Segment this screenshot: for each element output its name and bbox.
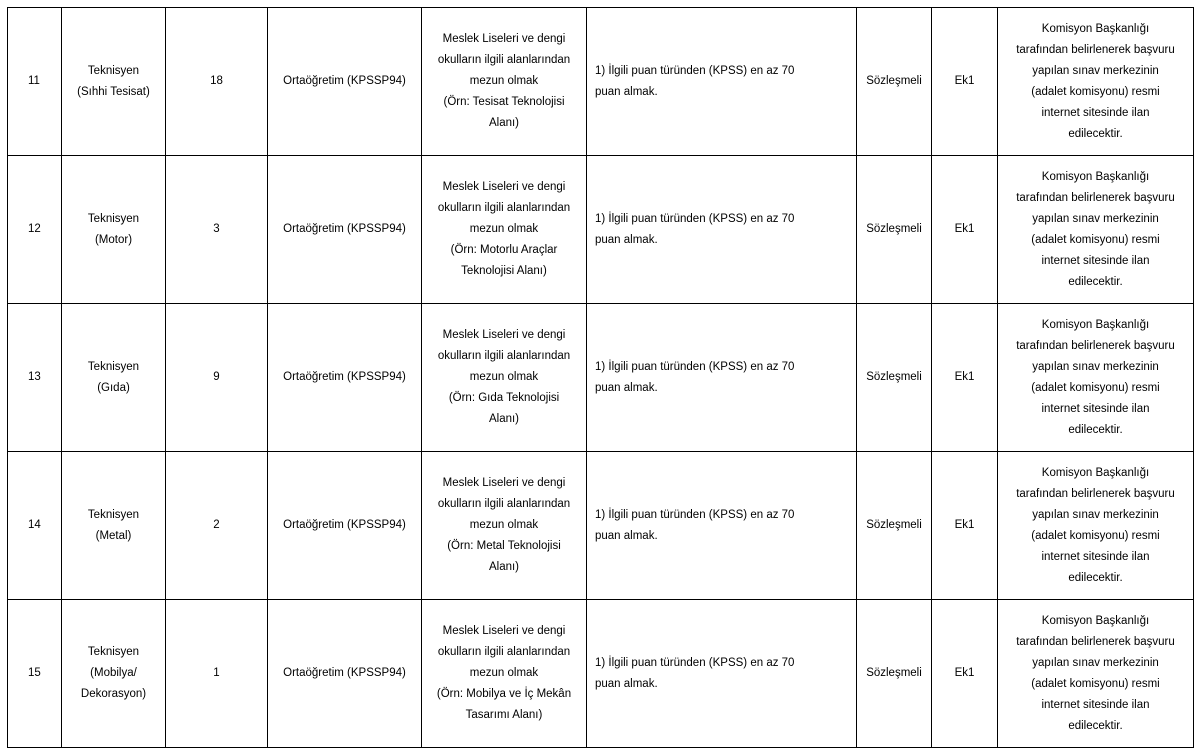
annex-cell: Ek1 (932, 8, 998, 156)
row-number-cell: 15 (8, 600, 62, 748)
requirement-cell: 1) İlgili puan türünden (KPSS) en az 70 puan almak. (587, 304, 857, 452)
annex-cell: Ek1 (932, 304, 998, 452)
qualification-cell: Meslek Liseleri ve dengi okulların ilgili alanlarından mezun olmak (Örn: Gıda Teknolojisi Alanı) (422, 304, 587, 452)
annex-cell: Ek1 (932, 156, 998, 304)
annex-cell: Ek1 (932, 600, 998, 748)
row-number-cell: 12 (8, 156, 62, 304)
exam-place-cell: Komisyon Başkanlığı tarafından belirlenerek başvuru yapılan sınav merkezinin (adalet komisyonu) resmi internet sitesinde ilan edilecektir. (998, 452, 1194, 600)
education-level-cell: Ortaöğretim (KPSSP94) (268, 452, 422, 600)
requirement-cell: 1) İlgili puan türünden (KPSS) en az 70 puan almak. (587, 156, 857, 304)
exam-place-cell: Komisyon Başkanlığı tarafından belirlenerek başvuru yapılan sınav merkezinin (adalet komisyonu) resmi internet sitesinde ilan edilecektir. (998, 304, 1194, 452)
position-count-cell: 2 (166, 452, 268, 600)
table-row (8, 304, 1194, 452)
qualification-cell: Meslek Liseleri ve dengi okulların ilgili alanlarından mezun olmak (Örn: Motorlu Araçlar Teknolojisi Alanı) (422, 156, 587, 304)
table-row (8, 156, 1194, 304)
requirement-cell: 1) İlgili puan türünden (KPSS) en az 70 puan almak. (587, 452, 857, 600)
education-level-cell: Ortaöğretim (KPSSP94) (268, 156, 422, 304)
education-level-cell: Ortaöğretim (KPSSP94) (268, 304, 422, 452)
exam-place-cell: Komisyon Başkanlığı tarafından belirlenerek başvuru yapılan sınav merkezinin (adalet komisyonu) resmi internet sitesinde ilan edilecektir. (998, 156, 1194, 304)
exam-place-cell: Komisyon Başkanlığı tarafından belirlenerek başvuru yapılan sınav merkezinin (adalet komisyonu) resmi internet sitesinde ilan edilecektir. (998, 8, 1194, 156)
position-count-cell: 18 (166, 8, 268, 156)
education-level-cell: Ortaöğretim (KPSSP94) (268, 8, 422, 156)
exam-place-cell: Komisyon Başkanlığı tarafından belirlenerek başvuru yapılan sınav merkezinin (adalet komisyonu) resmi internet sitesinde ilan edilecektir. (998, 600, 1194, 748)
positions-table (7, 7, 1194, 748)
qualification-cell: Meslek Liseleri ve dengi okulların ilgili alanlarından mezun olmak (Örn: Tesisat Teknolojisi Alanı) (422, 8, 587, 156)
position-count-cell: 1 (166, 600, 268, 748)
position-title-cell: Teknisyen (Motor) (62, 156, 166, 304)
requirement-cell: 1) İlgili puan türünden (KPSS) en az 70 puan almak. (587, 600, 857, 748)
table-row (8, 452, 1194, 600)
qualification-cell: Meslek Liseleri ve dengi okulların ilgili alanlarından mezun olmak (Örn: Mobilya ve İç Mekân Tasarımı Alanı) (422, 600, 587, 748)
employment-status-cell: Sözleşmeli (857, 452, 932, 600)
position-title-cell: Teknisyen (Mobilya/ Dekorasyon) (62, 600, 166, 748)
education-level-cell: Ortaöğretim (KPSSP94) (268, 600, 422, 748)
table-row (8, 600, 1194, 748)
annex-cell: Ek1 (932, 452, 998, 600)
position-title-cell: Teknisyen (Gıda) (62, 304, 166, 452)
employment-status-cell: Sözleşmeli (857, 600, 932, 748)
position-title-cell: Teknisyen (Sıhhi Tesisat) (62, 8, 166, 156)
position-count-cell: 9 (166, 304, 268, 452)
employment-status-cell: Sözleşmeli (857, 8, 932, 156)
table-row (8, 8, 1194, 156)
requirement-cell: 1) İlgili puan türünden (KPSS) en az 70 puan almak. (587, 8, 857, 156)
position-title-cell: Teknisyen (Metal) (62, 452, 166, 600)
qualification-cell: Meslek Liseleri ve dengi okulların ilgili alanlarından mezun olmak (Örn: Metal Teknolojisi Alanı) (422, 452, 587, 600)
employment-status-cell: Sözleşmeli (857, 304, 932, 452)
position-count-cell: 3 (166, 156, 268, 304)
row-number-cell: 11 (8, 8, 62, 156)
row-number-cell: 14 (8, 452, 62, 600)
row-number-cell: 13 (8, 304, 62, 452)
employment-status-cell: Sözleşmeli (857, 156, 932, 304)
